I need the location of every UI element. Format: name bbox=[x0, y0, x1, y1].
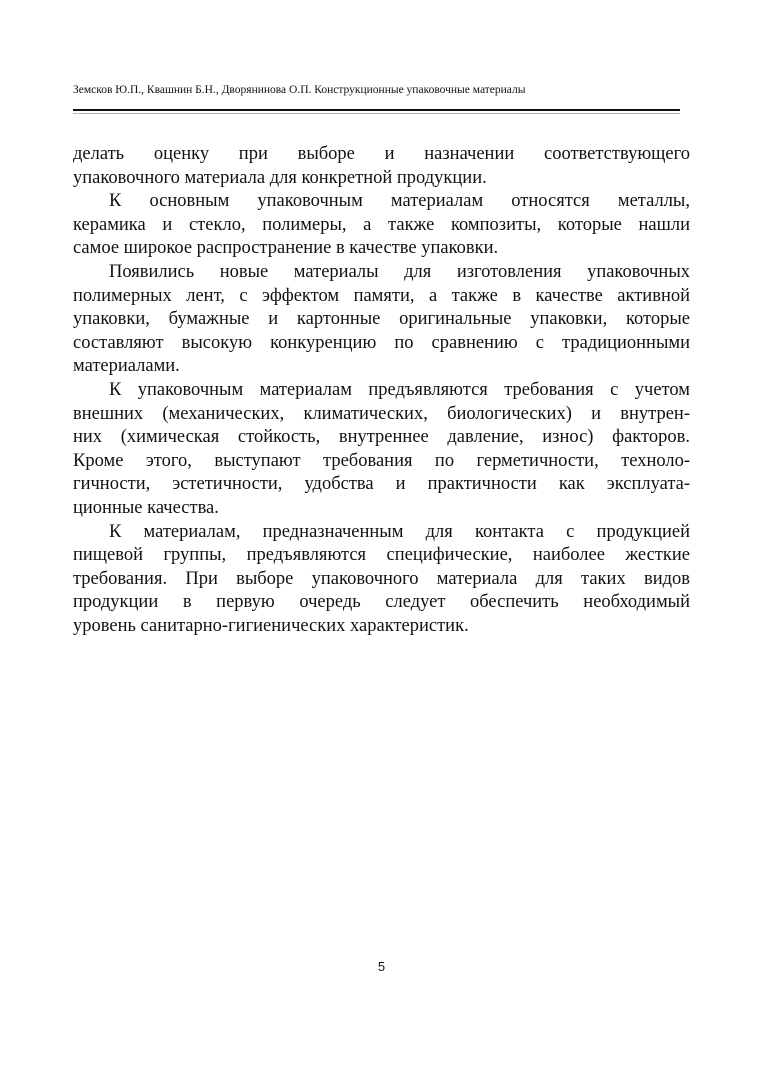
text-line: гичности, эстетичности, удобства и практичности как эксплуата- bbox=[73, 474, 690, 495]
text-line: них (химическая стойкость, внутреннее давление, износ) факторов. bbox=[73, 427, 690, 448]
text-line: ционные качества. bbox=[73, 497, 219, 518]
paragraph-5 bbox=[73, 521, 690, 639]
paragraph-4 bbox=[73, 379, 690, 521]
text-line: пищевой группы, предъявляются специфические, наиболее жесткие bbox=[73, 545, 690, 566]
header-rule-thin bbox=[73, 113, 680, 114]
text-line: внешних (механических, климатических, биологических) и внутрен- bbox=[73, 403, 690, 424]
header-rule bbox=[73, 109, 680, 111]
text-line: Кроме этого, выступают требования по герметичности, техноло- bbox=[73, 450, 690, 471]
running-header: Земсков Ю.П., Квашнин Б.Н., Дворянинова О.П. Конструкционные упаковочные материалы bbox=[73, 84, 526, 96]
text-line: К упаковочным материалам предъявляются требования с учетом bbox=[109, 379, 690, 400]
paragraph-2 bbox=[73, 190, 690, 261]
paragraph-3 bbox=[73, 261, 690, 379]
text-line: К материалам, предназначенным для контакта с продукцией bbox=[109, 521, 690, 542]
text-line: самое широкое распространение в качестве упаковки. bbox=[73, 238, 499, 259]
text-line: делать оценку при выборе и назначении соответствующего bbox=[73, 144, 690, 164]
paragraph-1 bbox=[73, 143, 690, 190]
text-line: упаковки, бумажные и картонные оригинальные упаковки, которые bbox=[73, 309, 690, 330]
text-line: полимерных лент, с эффектом памяти, а также в качестве активной bbox=[73, 285, 690, 306]
text-line: материалами. bbox=[73, 356, 180, 377]
text-line: упаковочного материала для конкретной продукции. bbox=[73, 167, 487, 188]
page-number: 5 bbox=[377, 959, 386, 974]
body-text bbox=[73, 143, 690, 638]
text-line: Появились новые материалы для изготовления упаковочных bbox=[109, 261, 690, 282]
text-line: К основным упаковочным материалам относятся металлы, bbox=[109, 191, 690, 212]
text-line: продукции в первую очередь следует обеспечить необходимый bbox=[73, 592, 690, 613]
text-line: требования. При выборе упаковочного материала для таких видов bbox=[73, 568, 690, 589]
text-line: уровень санитарно-гигиенических характеристик. bbox=[73, 615, 469, 636]
text-line: керамика и стекло, полимеры, а также композиты, которые нашли bbox=[73, 214, 690, 235]
text-line: составляют высокую конкуренцию по сравнению с традиционными bbox=[73, 332, 690, 353]
